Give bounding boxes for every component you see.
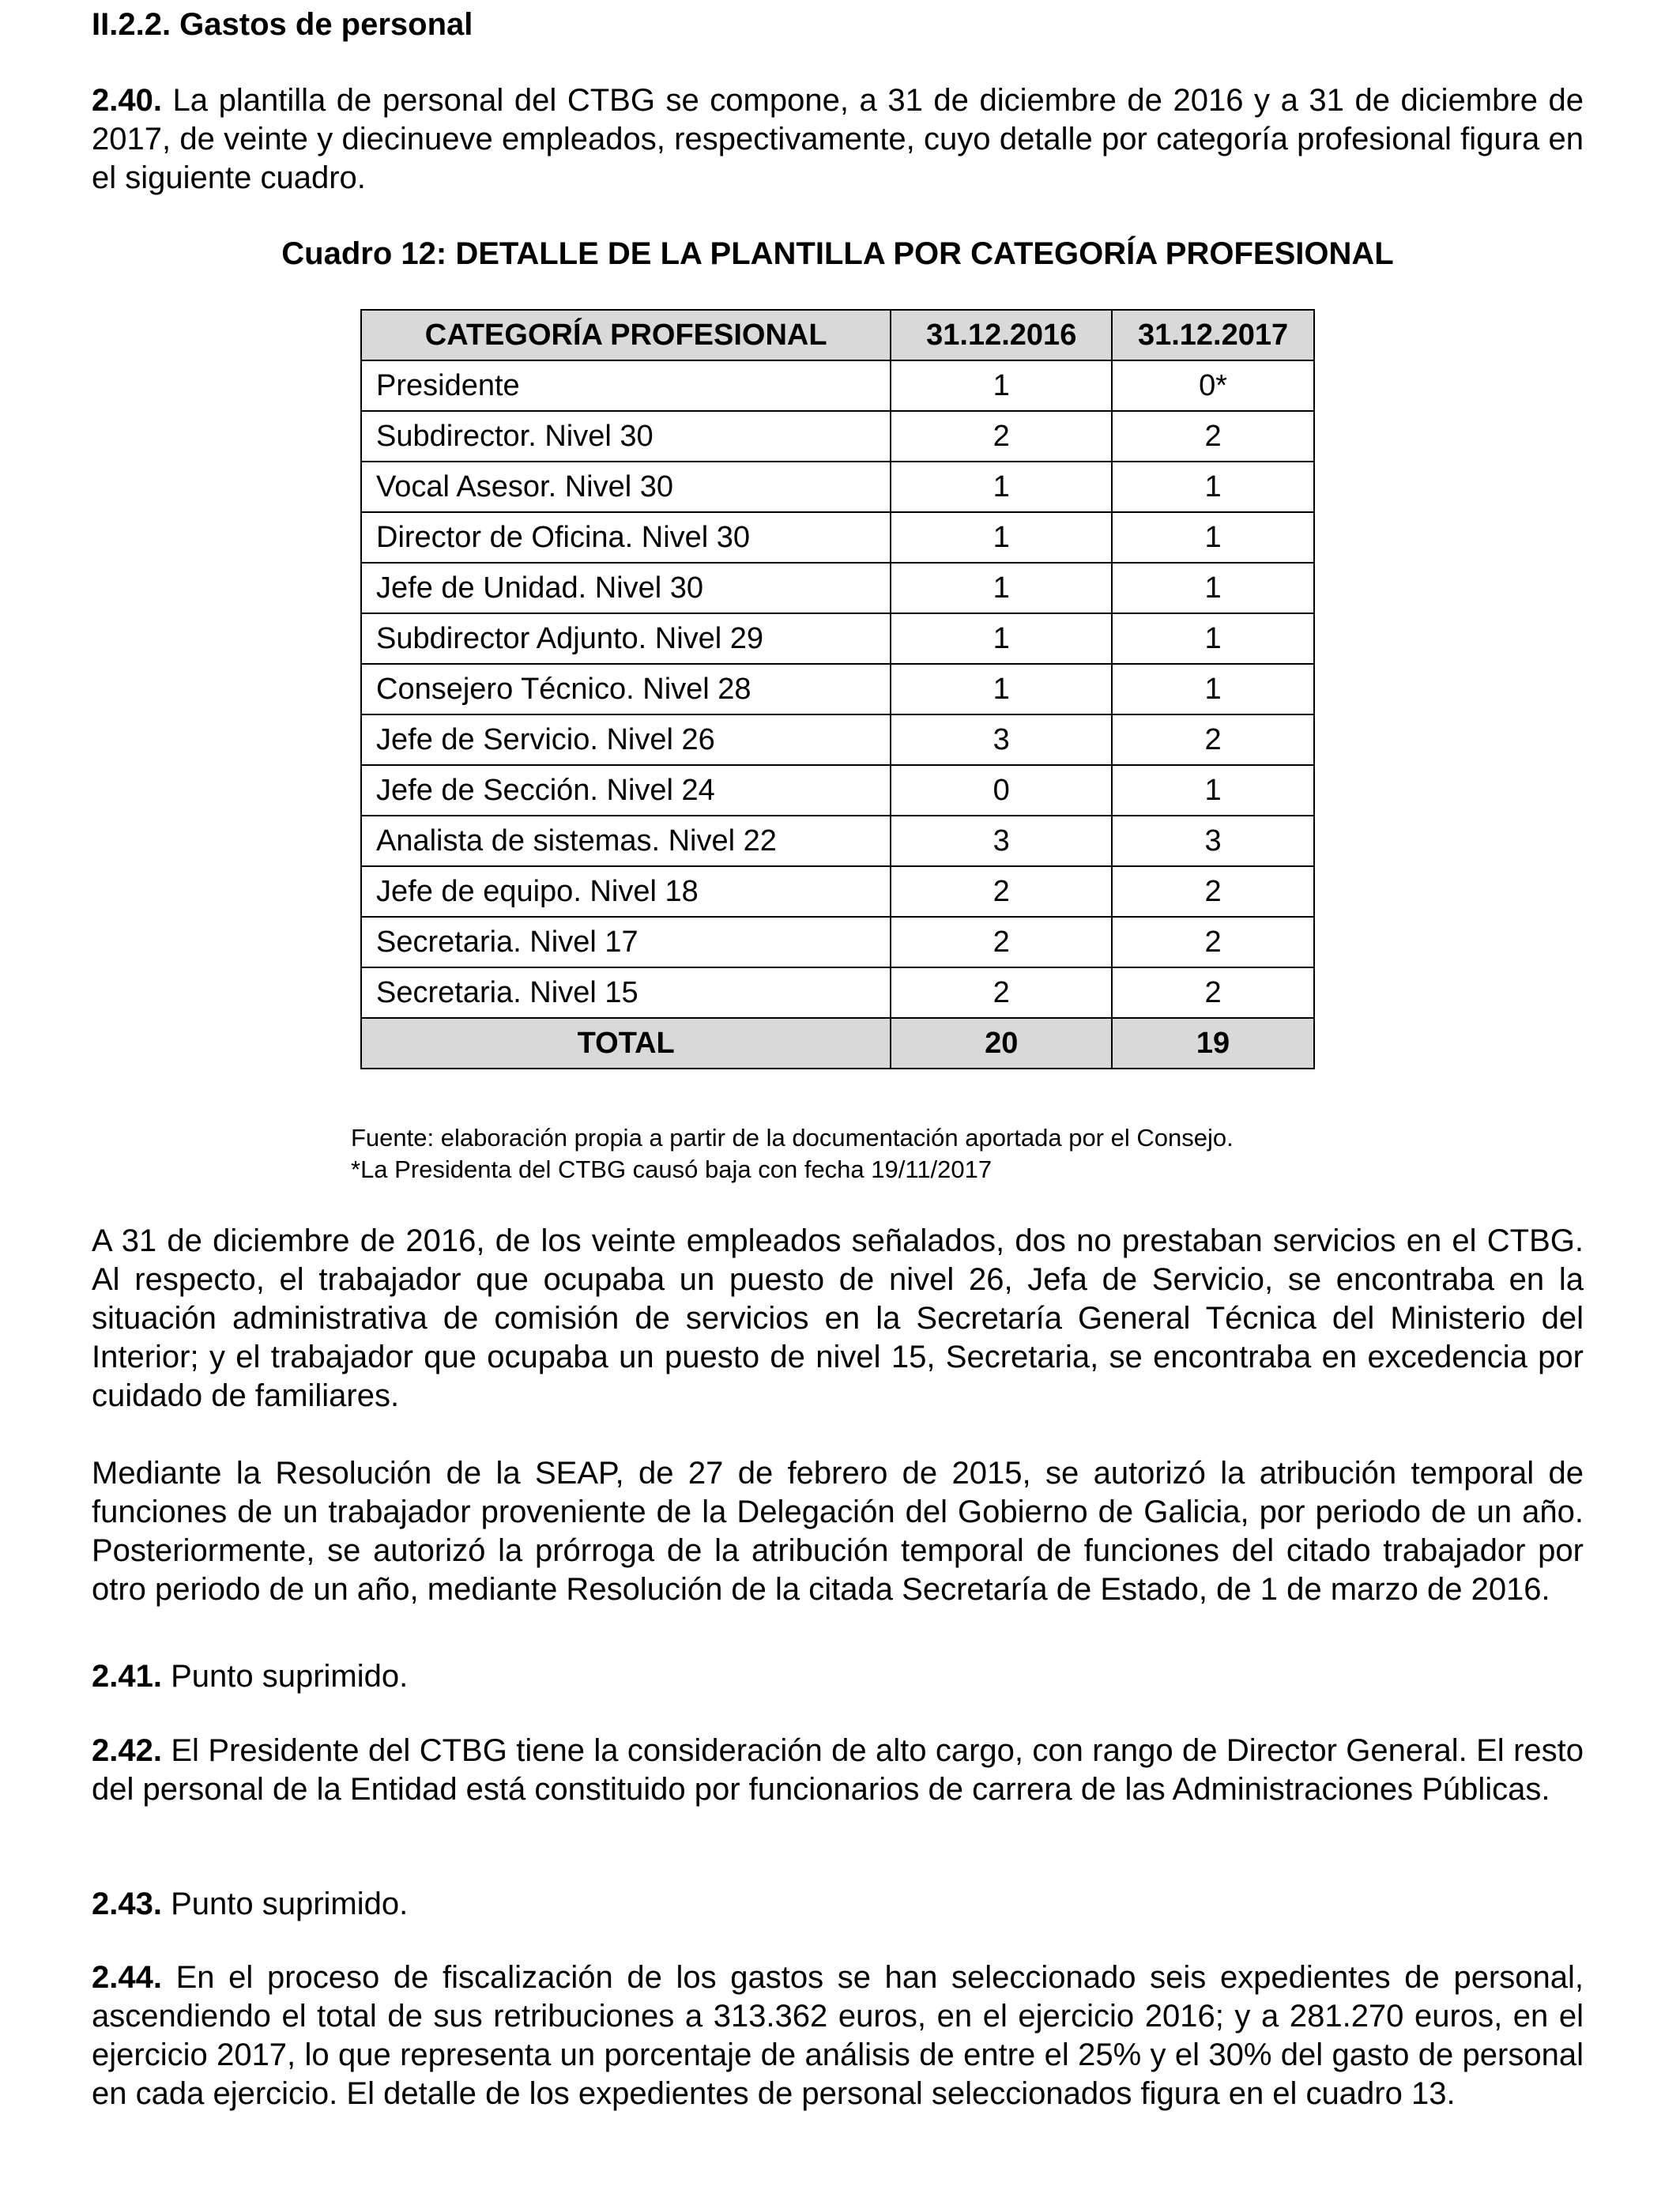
section-title: II.2.2. Gastos de personal <box>92 7 473 42</box>
value-2016-cell: 2 <box>891 917 1112 967</box>
paragraph-2-40 <box>92 81 1584 198</box>
header-category: CATEGORÍA PROFESIONAL <box>361 310 891 360</box>
category-cell: Jefe de Sección. Nivel 24 <box>361 765 891 816</box>
category-cell: Jefe de Unidad. Nivel 30 <box>361 563 891 613</box>
paragraph-text: El Presidente del CTBG tiene la consideración de alto cargo, con rango de Director General. El resto del personal de la Entidad está constituido por funcionarios de carrera de las Administraciones Públicas. <box>92 1733 1584 1807</box>
value-2017-cell: 2 <box>1112 967 1314 1018</box>
paragraph-text: En el proceso de fiscalización de los gastos se han seleccionado seis expedientes de personal, ascendiendo el total de sus retribuciones a 313.362 euros, en el ejercicio 2016; y a 281.270 euros, en el ejercicio 2017, lo que representa un porcentaje de análisis de entre el 25% y el 30% del gasto de personal en cada ejercicio. El detalle de los expedientes de personal seleccionados figura en el cuadro 13. <box>92 1960 1584 2111</box>
header-2016: 31.12.2016 <box>891 310 1112 360</box>
value-2017-cell: 1 <box>1112 613 1314 664</box>
paragraph-number: 2.40. <box>92 83 162 118</box>
paragraph-text: Punto suprimido. <box>161 1887 409 1921</box>
value-2016-cell: 1 <box>891 613 1112 664</box>
value-2016-cell: 2 <box>891 866 1112 917</box>
value-2016-cell: 1 <box>891 664 1112 714</box>
category-cell: Analista de sistemas. Nivel 22 <box>361 816 891 866</box>
paragraph-2-41 <box>92 1657 1584 1696</box>
total-2017: 19 <box>1112 1018 1314 1069</box>
category-cell: Consejero Técnico. Nivel 28 <box>361 664 891 714</box>
paragraph-2-44 <box>92 1958 1584 2113</box>
value-2016-cell: 2 <box>891 967 1112 1018</box>
paragraph-number: 2.42. <box>92 1733 162 1768</box>
paragraph-number: 2.43. <box>92 1887 162 1921</box>
table-row <box>361 462 1314 512</box>
category-cell: Subdirector Adjunto. Nivel 29 <box>361 613 891 664</box>
table-row <box>361 664 1314 714</box>
table-row <box>361 816 1314 866</box>
value-2017-cell: 1 <box>1112 664 1314 714</box>
category-cell: Director de Oficina. Nivel 30 <box>361 512 891 563</box>
paragraph-2-43 <box>92 1885 1584 1924</box>
value-2017-cell: 2 <box>1112 411 1314 462</box>
table-row <box>361 563 1314 613</box>
table-row <box>361 714 1314 765</box>
header-2017: 31.12.2017 <box>1112 310 1314 360</box>
value-2017-cell: 1 <box>1112 563 1314 613</box>
value-2017-cell: 1 <box>1112 512 1314 563</box>
table-row <box>361 411 1314 462</box>
value-2016-cell: 1 <box>891 512 1112 563</box>
table-row <box>361 360 1314 411</box>
value-2016-cell: 1 <box>891 563 1112 613</box>
table-row <box>361 866 1314 917</box>
paragraph-text: Punto suprimido. <box>161 1659 409 1694</box>
staff-table <box>360 309 1315 1069</box>
source-note: Fuente: elaboración propia a partir de la documentación aportada por el Consejo. <box>351 1124 1234 1152</box>
table-header-row <box>361 310 1314 360</box>
category-cell: Vocal Asesor. Nivel 30 <box>361 462 891 512</box>
table-caption: Cuadro 12: DETALLE DE LA PLANTILLA POR CATEGORÍA PROFESIONAL <box>281 236 1394 271</box>
value-2016-cell: 3 <box>891 816 1112 866</box>
value-2017-cell: 1 <box>1112 765 1314 816</box>
table-row <box>361 967 1314 1018</box>
category-cell: Jefe de Servicio. Nivel 26 <box>361 714 891 765</box>
table-row <box>361 917 1314 967</box>
total-label: TOTAL <box>361 1018 891 1069</box>
value-2016-cell: 3 <box>891 714 1112 765</box>
value-2017-cell: 2 <box>1112 917 1314 967</box>
value-2016-cell: 1 <box>891 360 1112 411</box>
paragraph-2-42 <box>92 1732 1584 1809</box>
category-cell: Secretaria. Nivel 15 <box>361 967 891 1018</box>
category-cell: Subdirector. Nivel 30 <box>361 411 891 462</box>
table-total-row <box>361 1018 1314 1069</box>
value-2017-cell: 3 <box>1112 816 1314 866</box>
value-2017-cell: 2 <box>1112 714 1314 765</box>
value-2016-cell: 1 <box>891 462 1112 512</box>
paragraph-resolucion: Mediante la Resolución de la SEAP, de 27 de febrero de 2015, se autorizó la atribución temporal de funciones de un trabajador proveniente de la Delegación del Gobierno de Galicia, por periodo de un año. Posteriormente, se autorizó la prórroga de la atribución temporal de funciones del citado trabajador por otro periodo de un año, mediante Resolución de la citada Secretaría de Estado, de 1 de marzo de 2016. <box>92 1456 1584 1607</box>
category-cell: Presidente <box>361 360 891 411</box>
table-row <box>361 613 1314 664</box>
value-2017-cell: 0* <box>1112 360 1314 411</box>
table-row <box>361 512 1314 563</box>
paragraph-number: 2.44. <box>92 1960 162 1995</box>
category-cell: Jefe de equipo. Nivel 18 <box>361 866 891 917</box>
paragraph-text: La plantilla de personal del CTBG se compone, a 31 de diciembre de 2016 y a 31 de diciembre de 2017, de veinte y diecinueve empleados, respectivamente, cuyo detalle por categoría profesional figura en el siguiente cuadro. <box>92 83 1584 195</box>
paragraph-after-table: A 31 de diciembre de 2016, de los veinte empleados señalados, dos no prestaban servicios en el CTBG. Al respecto, el trabajador que ocupaba un puesto de nivel 26, Jefa de Servicio, se encontraba en la situación administrativa de comisión de servicios en la Secretaría General Técnica del Ministerio del Interior; y el trabajador que ocupaba un puesto de nivel 15, Secretaria, se encontraba en excedencia por cuidado de familiares. <box>92 1223 1584 1413</box>
total-2016: 20 <box>891 1018 1112 1069</box>
paragraph-number: 2.41. <box>92 1659 162 1694</box>
value-2017-cell: 2 <box>1112 866 1314 917</box>
table-row <box>361 765 1314 816</box>
value-2017-cell: 1 <box>1112 462 1314 512</box>
category-cell: Secretaria. Nivel 17 <box>361 917 891 967</box>
value-2016-cell: 2 <box>891 411 1112 462</box>
footnote: *La Presidenta del CTBG causó baja con fecha 19/11/2017 <box>351 1155 993 1183</box>
value-2016-cell: 0 <box>891 765 1112 816</box>
